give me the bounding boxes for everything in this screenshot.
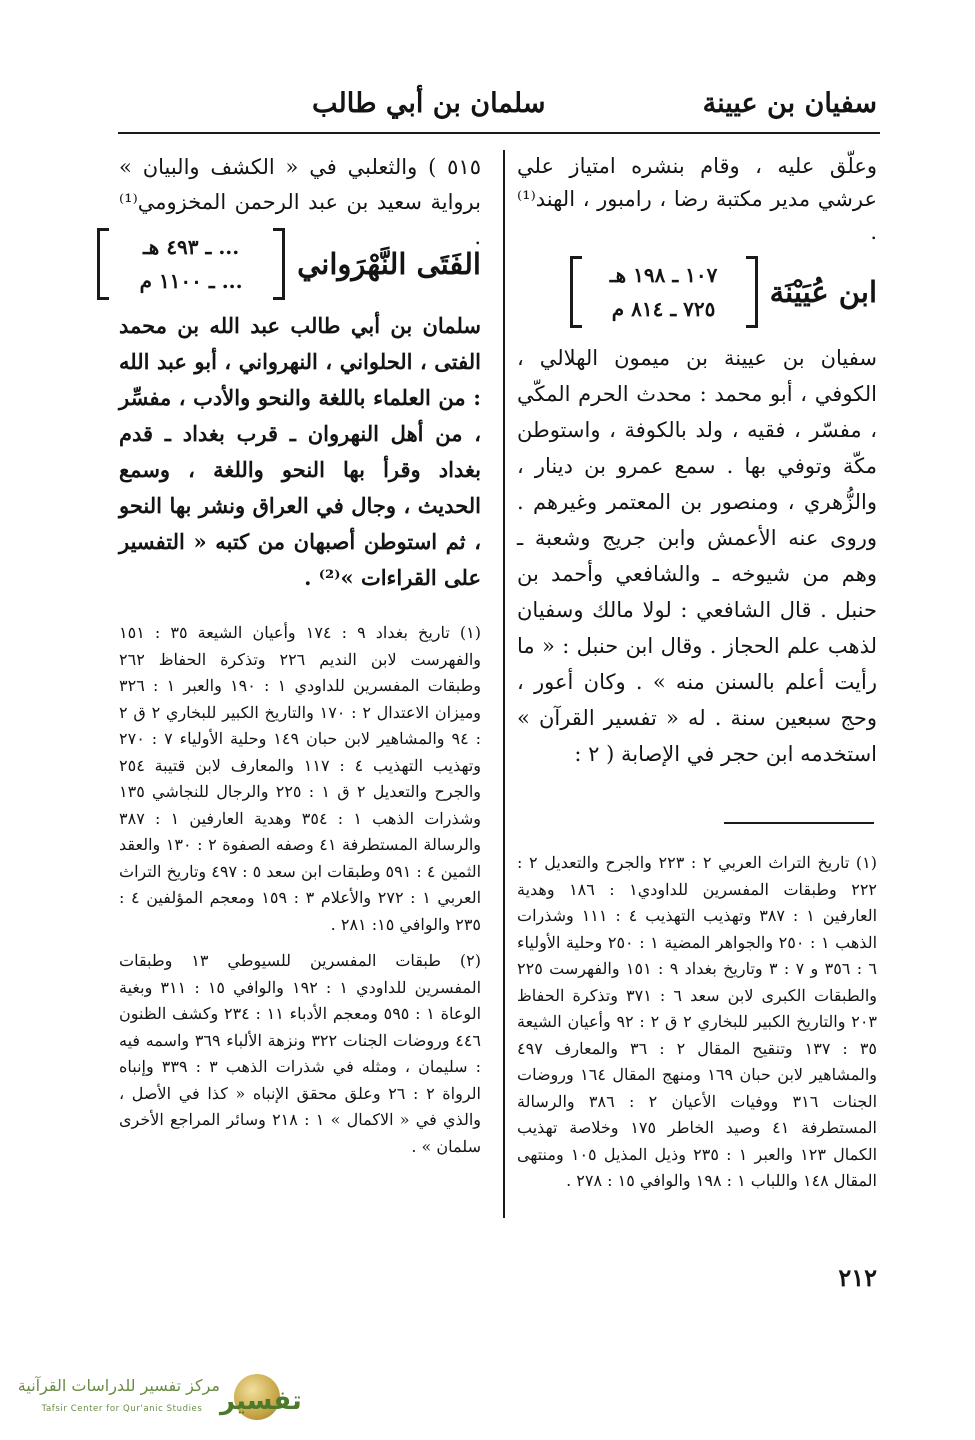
entry-title: ابن عُيَيْنَة [769, 275, 877, 309]
running-head-right: سفيان بن عيينة [702, 88, 877, 119]
left-entry-body [119, 308, 481, 596]
right-column-top [517, 150, 877, 249]
entry-text: سفيان بن عيينة بن ميمون الهلالي ، الكوفي ، أبو محمد : محدث الحرم المكّي ، مفسّر ، فقيه ، ولد بالكوفة ، واستوطن مكّة وتوفي بها . سمع عمرو بن دينار ، والزُّهري ، ومنصور بن المعتمر وغيرهم . وروى عنه الأعمش وابن جريج وشعبة ـ وهم من شيوخه ـ والشافعي وأحمد بن حنبل . قال الشافعي : لولا مالك وسفيان لذهب علم الحجاز . وقال ابن حنبل : « ما رأيت أعلم بالسنن منه » . وكان أعور ، وحج سبعين سنة . له « تفسير القرآن » استخدمه ابن حجر في الإصابة ( ٢ : [517, 346, 877, 766]
gregorian-date: ... ـ ١١٠٠ م [139, 269, 243, 293]
entry-text: سلمان بن أبي طالب عبد الله بن محمد الفتى ، الحلواني ، النهرواني ، أبو عبد الله : من العلماء باللغة والنحو والأدب ، مفسِّر ، من أهل النهروان ـ قرب بغداد ـ قدم بغداد وقرأ بها النحو واللغة ، وسمع الحديث ، وجال في العراق ونشر بها النحو ، ثم استوطن أصبهان من كتبه « التفسير على القراءات »⁽²⁾ . [119, 313, 482, 590]
right-continuation-text: وعلّق عليه ، وقام بنشره امتياز علي عرشي مدير مكتبة رضا ، رامبور ، الهند⁽¹⁾ . [517, 154, 877, 244]
footnote: (١) تاريخ بغداد ٩ : ١٧٤ وأعيان الشيعة ٣٥ : ١٥١ والفهرست لابن النديم ٢٢٦ وتذكرة الحفاظ ٢٦٢ وطبقات المفسرين للداودي ١ : ١٩٠ والعبر ١ : ٣٢٦ وميزان الاعتدال ٢ : ١٧٠ والتاريخ الكبير للبخاري ٢ ق ٢ : ٩٤ والمشاهير لابن حبان ١٤٩ وحلية الأولياء ٧ : ٢٧٠ وتهذيب التهذيب ٤ : ١١٧ والمعارف لابن قتيبة ٢٥٤ والجرح والتعديل ٢ ق ١ : ٢٢٥ والرجال للنجاشي ١٣٥ وشذرات الذهب ١ : ٣٥٤ وهدية العارفين ١ : ٣٨٧ والرسالة المستطرفة ٤١ وصفه الصفوة ٢ : ١٣٠ والعقد الثمين ٤ : ٥٩١ وطبقات ابن سعد ٥ : ٤٩٧ وتاريخ التراث العربي ١ : ٢٧٢ والأعلام ٣ : ١٥٩ ومعجم المؤلفين ٤ : ٢٣٥ والوافي ١٥: ٢٨١ . [119, 623, 482, 934]
publisher-logo [17, 1368, 310, 1428]
running-head-left: سلمان بن أبي طالب [312, 88, 546, 119]
logo-wordmark: تفسير [220, 1386, 302, 1416]
entry-heading-ibn-uyayna [517, 256, 877, 328]
footnote: (١) تاريخ التراث العربي ٢ : ٢٢٣ والجرح والتعديل ٢ : ٢٢٢ وطبقات المفسرين للداودي١ : ١٨٦ وهدية العارفين ١ : ٣٨٧ وتهذيب التهذيب ٤ : ١١١ وشذرات الذهب ١ : ٢٥٠ والجواهر المضية ١ : ٢٥٠ وحلية الأولياء ٦ : ٣٥٦ و ٧ : ٣ وتاريخ بغداد ٩ : ١٥١ والفهرست ٢٢٥ والطبقات الكبرى لابن سعد ٦ : ٣٧١ وتذكرة الحفاظ ٢٠٣ والتاريخ الكبير للبخاري ٢ ق ٢ : ٩٢ وأعيان الشيعة ٣٥ : ١٣٧ وتنقيح المقال ٢ : ٣٦ والمعارف ٤٩٧ والمشاهير لابن حبان ١٦٩ ومنهج المقال ١٦٤ وروضات الجنات ٣١٦ ووفيات الأعيان ٢ : ٣٨٦ والرسالة المستطرفة ٤١ وصيد الخاطر ١٧٥ وخلاصة تهذيب الكمال ١٢٣ والعبر ١ : ٢٣٥ وذيل المذيل ١٠٥ ومنتهى المقال ١٤٨ واللباب ١ : ١٩٨ والوافي ١٥ : ٢٧٨ . [517, 853, 878, 1190]
entry-title: الفَتَى النَّهْرَواني [297, 247, 481, 281]
right-entry-body [517, 340, 877, 772]
column-divider [503, 150, 505, 1218]
hijri-date: ١٠٧ ـ ١٩٨ هـ [609, 263, 718, 287]
header-rule [118, 132, 880, 134]
hijri-date: ... ـ ٤٩٣ هـ [142, 235, 240, 259]
logo-english-name: Tafsir Center for Qur'anic Studies [41, 1404, 203, 1414]
entry-heading-nahrawani [119, 228, 481, 300]
left-continuation-text: ٥١٥ ) والثعلبي في « الكشف والبيان » برواية سعيد بن عبد الرحمن المخزومي⁽¹⁾ . [119, 155, 481, 249]
entry-dates [97, 228, 285, 300]
footnote-separator [724, 822, 874, 824]
page-number: ٢١٢ [838, 1263, 877, 1292]
left-footnotes [119, 620, 481, 1160]
logo-arabic-name: مركز تفسير للدراسات القرآنية [17, 1376, 220, 1395]
gregorian-date: ٧٢٥ ـ ٨١٤ م [611, 297, 716, 321]
footnote: (٢) طبقات المفسرين للسيوطي ١٣ وطبقات المفسرين للداودي ١ : ١٩٢ والوافي ١٥ : ٣١١ وبغية الوعاة ١ : ٥٩٥ ومعجم الأدباء ١١ : ٢٣٤ وكشف الظنون ٤٤٦ وروضات الجنات ٣٢٢ ونزهة الألباء ٣٦٩ واسمه فيه : سليمان ، ومثله في شذرات الذهب ٣ : ٣٣٩ وإنباه الرواة ٢ : ٢٦ وعلق محقق الإنباه « كذا في الأصل ، والذي في « الاكمال » ١ : ٢١٨ وسائر المراجع الأخرى سلمان » . [119, 951, 482, 1156]
entry-dates [570, 256, 758, 328]
right-footnotes [517, 850, 877, 1195]
